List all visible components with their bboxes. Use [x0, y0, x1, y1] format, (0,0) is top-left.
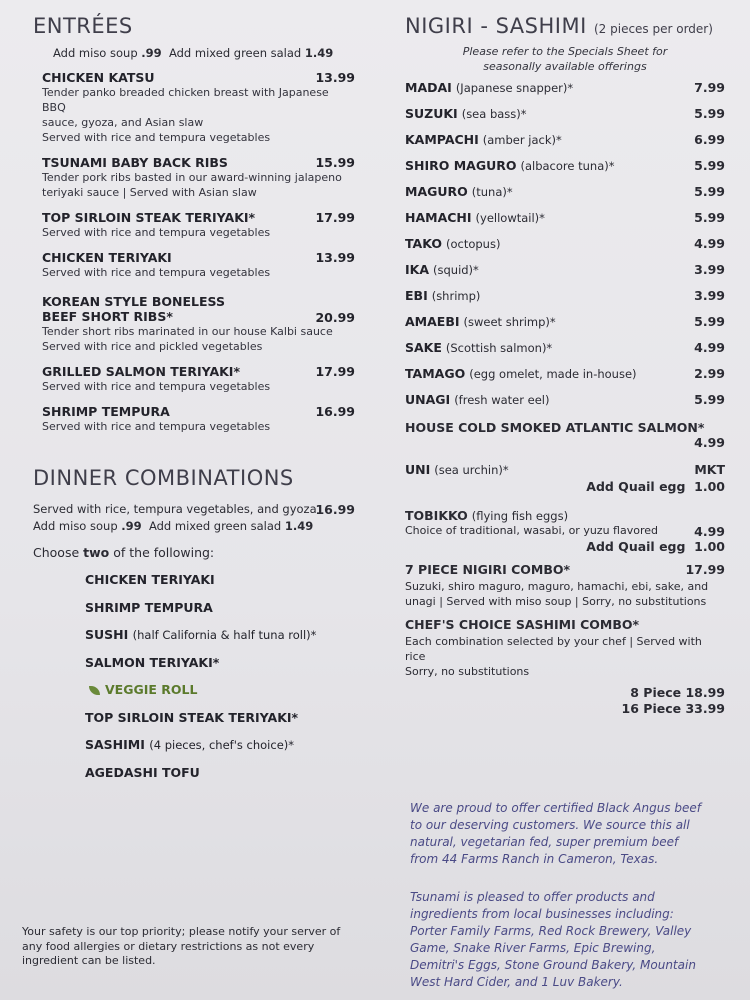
beef-promo: We are proud to offer certified Black Angus beef to our deserving customers. We source this all natural, vegetarian fed, super premium beef from 44 Farms Ranch in Cameron, Texas. [410, 801, 701, 866]
nigiri-ebi: EBI (shrimp) 3.99 [405, 288, 725, 303]
specials-note: Please refer to the Specials Sheet for seasonally available offerings [462, 45, 668, 73]
left-column [33, 12, 355, 792]
choice-shrimp-tempura: SHRIMP TEMPURA [85, 599, 213, 615]
choice-sirloin: TOP SIRLOIN STEAK TERIYAKI* [85, 709, 299, 725]
nigiri-title: NIGIRI - SASHIMI (2 pieces per order) [405, 14, 713, 38]
nigiri-list [405, 80, 725, 418]
nigiri-kampachi: KAMPACHI (amber jack)* 6.99 [405, 132, 725, 147]
nigiri-amaebi: AMAEBI (sweet shrimp)* 5.99 [405, 314, 725, 329]
nigiri-ika: IKA (squid)* 3.99 [405, 262, 725, 277]
menu-item-sirloin-teriyaki: 17.99 TOP SIRLOIN STEAK TERIYAKI* Served with rice and tempura vegetables [42, 210, 355, 239]
leaf-icon [89, 686, 100, 695]
nigiri-smoked-salmon: HOUSE COLD SMOKED ATLANTIC SALMON* 4.99 [405, 420, 725, 450]
nigiri-maguro: MAGURO (tuna)* 5.99 [405, 184, 725, 199]
menu-item-baby-back-ribs: 15.99 TSUNAMI BABY BACK RIBS Tender pork ribs basted in our award-winning jalapeno teriyaki sauce | Served with Asian slaw [42, 155, 355, 199]
combo-choices [33, 572, 355, 792]
nigiri-tamago: TAMAGO (egg omelet, made in-house) 2.99 [405, 366, 725, 381]
menu-item-short-ribs: KOREAN STYLE BONELESS 20.99 BEEF SHORT RIBS* Tender short ribs marinated in our house Kalbi sauce Served with rice and pickled vegetables [42, 294, 355, 353]
right-column [405, 12, 725, 716]
nigiri-combo: 17.99 7 PIECE NIGIRI COMBO* Suzuki, shiro maguro, maguro, hamachi, ebi, sake, and unagi | Served with miso soup | Sorry, no substitutions [405, 562, 725, 608]
local-promo: Tsunami is pleased to offer products and ingredients from local businesses including: Porter Family Farms, Red Rock Brewery, Valley Game, Snake River Farms, Epic Brewing, Demitri's Eggs, Stone Ground Bakery, Mountain West Hard Cider, and 1 Luv Bakery. [410, 890, 696, 989]
dinner-served: Served with rice, tempura vegetables, and gyoza 16.99 [33, 502, 355, 517]
choose-instruction: Choose two of the following: [33, 545, 215, 560]
dinner-addons: Add miso soup .99 Add mixed green salad 1.49 [33, 519, 314, 533]
entrees-addons: Add miso soup .99 Add mixed green salad 1.49 [53, 46, 334, 60]
choice-chicken-teriyaki: CHICKEN TERIYAKI [85, 572, 215, 587]
chef-choice-combo: CHEF'S CHOICE SASHIMI COMBO* Each combination selected by your chef | Served with rice Sorry, no substitutions 8 Piece 18.99 16 Piece 33.99 [405, 617, 725, 716]
nigiri-unagi: UNAGI (fresh water eel) 5.99 [405, 392, 725, 407]
nigiri-sake: SAKE (Scottish salmon)* 4.99 [405, 340, 725, 355]
entrees-title: ENTRÉES [33, 14, 133, 38]
choice-agedashi-tofu: AGEDASHI TOFU [85, 764, 200, 780]
dinner-title: DINNER COMBINATIONS [33, 466, 294, 490]
allergy-notice: Your safety is our top priority; please notify your server of any food allergies or dietary restrictions as not every ingredient can be listed. [22, 925, 341, 967]
menu-item-shrimp-tempura: 16.99 SHRIMP TEMPURA Served with rice and tempura vegetables [42, 404, 355, 433]
menu-item-chicken-katsu: 13.99 CHICKEN KATSU Tender panko breaded chicken breast with Japanese BBQ sauce, gyoza, and Asian slaw Served with rice and tempura vegetables [42, 70, 355, 144]
choice-sushi: SUSHI (half California & half tuna roll)* [85, 627, 317, 642]
choice-veggie-roll: VEGGIE ROLL [33, 682, 355, 710]
choice-sashimi: SASHIMI (4 pieces, chef's choice)* [85, 737, 294, 752]
nigiri-madai: MADAI (Japanese snapper)* 7.99 [405, 80, 725, 95]
nigiri-shiro-maguro: SHIRO MAGURO (albacore tuna)* 5.99 [405, 158, 725, 173]
choice-salmon-teriyaki: SALMON TERIYAKI* [85, 654, 220, 670]
nigiri-uni: UNI (sea urchin)* MKT Add Quail egg 1.00 [405, 462, 725, 494]
nigiri-suzuki: SUZUKI (sea bass)* 5.99 [405, 106, 725, 121]
menu-item-chicken-teriyaki: 13.99 CHICKEN TERIYAKI Served with rice and tempura vegetables [42, 250, 355, 279]
nigiri-hamachi: HAMACHI (yellowtail)* 5.99 [405, 210, 725, 225]
menu-item-salmon-teriyaki: 17.99 GRILLED SALMON TERIYAKI* Served with rice and tempura vegetables [42, 364, 355, 393]
nigiri-tobikko: TOBIKKO (flying fish eggs) Choice of traditional, wasabi, or yuzu flavored 4.99 Add Quail egg 1.00 [405, 508, 725, 554]
nigiri-tako: TAKO (octopus) 4.99 [405, 236, 725, 251]
